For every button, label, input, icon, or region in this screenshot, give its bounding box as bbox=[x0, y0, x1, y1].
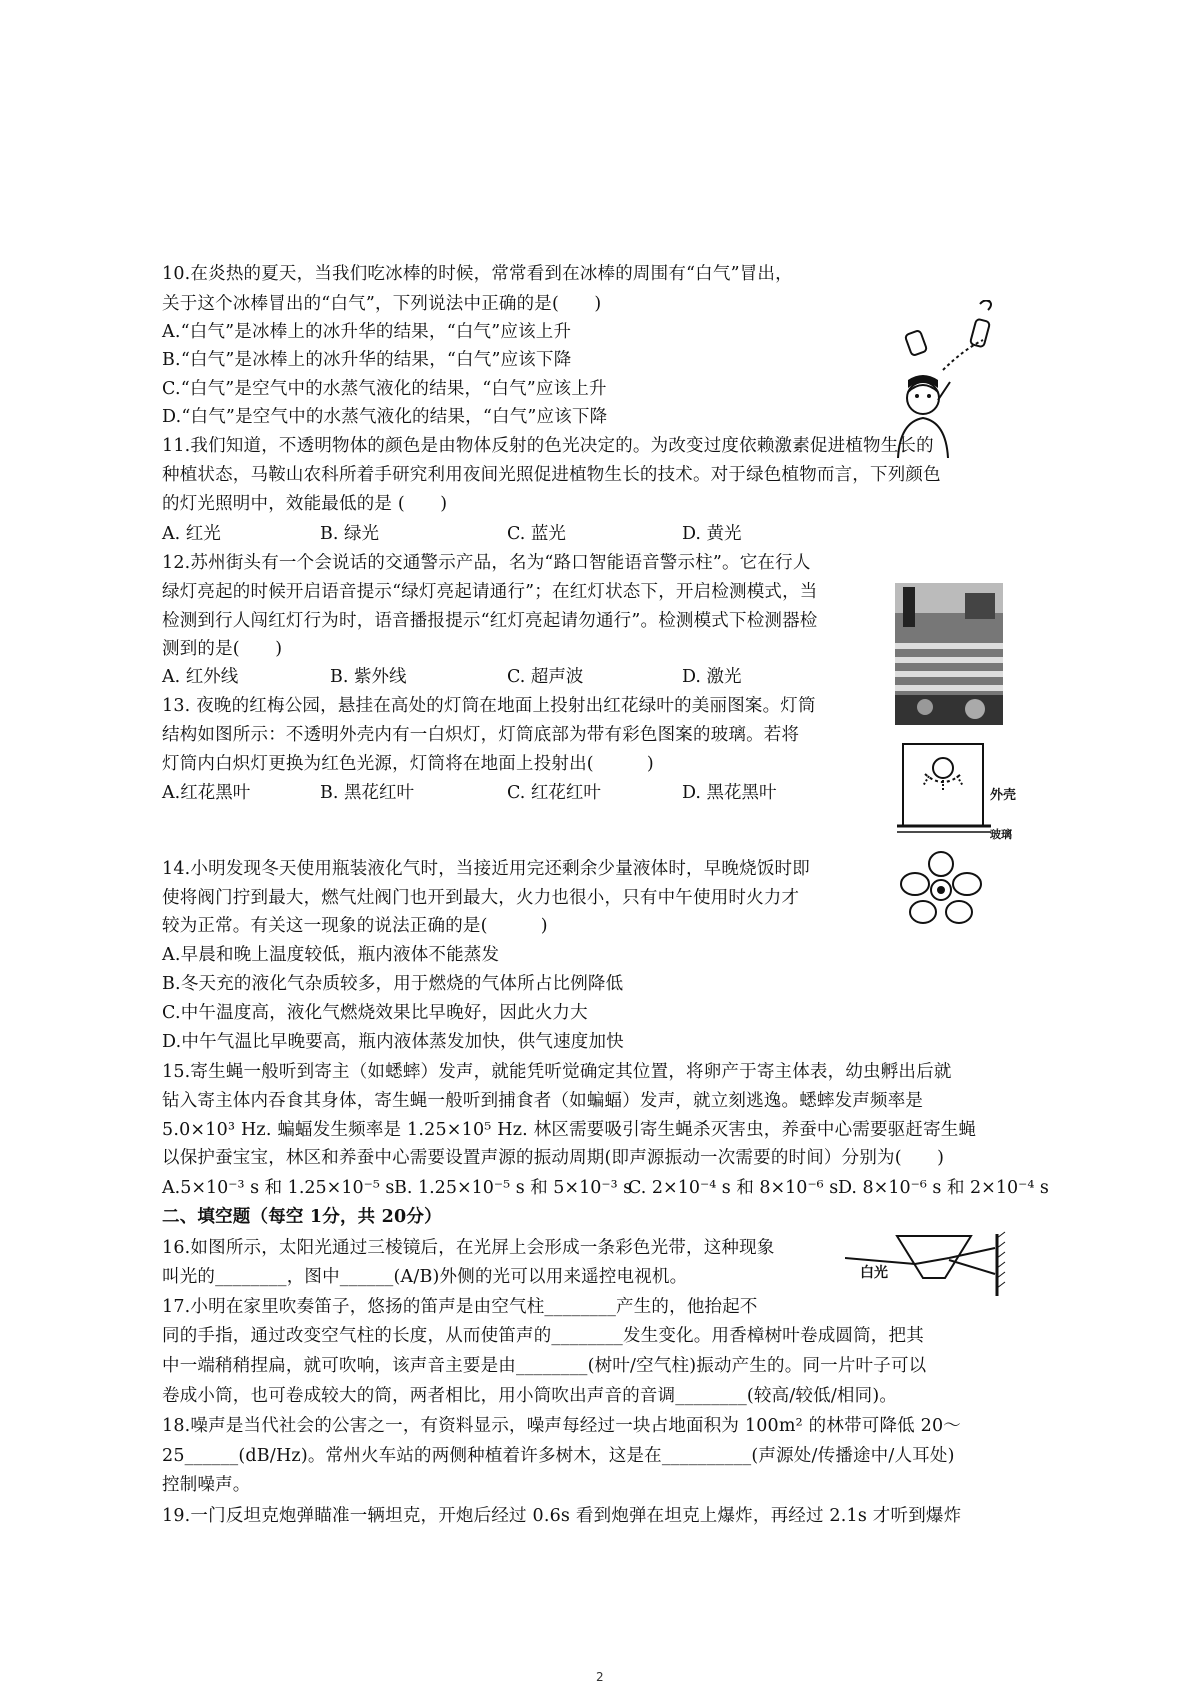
q12-option-d: D. 激光 bbox=[682, 667, 742, 687]
q11-line-3: 的灯光照明中，效能最低的是 ( ) bbox=[162, 494, 448, 514]
q14-option-b: B.冬天充的液化气杂质较多，用于燃烧的气体所占比例降低 bbox=[162, 974, 624, 994]
section-2-heading: 二、填空题（每空 1分，共 20分） bbox=[162, 1207, 442, 1227]
q17-line-3: 中一端稍稍捏扁，就可吹响，该声音主要是由________(树叶/空气柱)振动产生的。同一片叶子可以 bbox=[162, 1356, 927, 1376]
q12-line-4: 测到的是( ) bbox=[162, 639, 283, 659]
q14-line-2: 使将阀门拧到最大，燃气灶阀门也开到最大，火力也很小，只有中午使用时火力才 bbox=[162, 888, 800, 908]
q11-option-c: C. 蓝光 bbox=[507, 524, 566, 544]
q15-line-2: 钻入寄主体内吞食其身体，寄生蝇一般听到捕食者（如蝙蝠）发声，就立刻逃逸。蟋蟀发声频率是 bbox=[162, 1091, 924, 1111]
q13-line-1: 13. 夜晚的红梅公园，悬挂在高处的灯筒在地面上投射出红花绿叶的美丽图案。灯筒 bbox=[162, 696, 816, 716]
q12-option-c: C. 超声波 bbox=[507, 667, 584, 687]
q14-option-c: C.中午温度高，液化气燃烧效果比早晚好，因此火力大 bbox=[162, 1003, 588, 1023]
q13-line-2: 结构如图所示：不透明外壳内有一白炽灯，灯筒底部为带有彩色图案的玻璃。若将 bbox=[162, 725, 800, 745]
q17-line-2: 同的手指，通过改变空气柱的长度，从而使笛声的________发生变化。用香樟树叶卷成圆筒，把其 bbox=[162, 1326, 924, 1346]
q15-line-1: 15.寄生蝇一般听到寄主（如蟋蟀）发声，就能凭听觉确定其位置，将卵产于寄主体表，幼虫孵出后就 bbox=[162, 1062, 952, 1082]
q15-option-b: B. 1.25×10⁻⁵ s 和 5×10⁻³ s bbox=[394, 1178, 633, 1198]
q11-option-b: B. 绿光 bbox=[320, 524, 379, 544]
q15-option-a: A.5×10⁻³ s 和 1.25×10⁻⁵ s bbox=[162, 1178, 395, 1198]
q10-option-a: A.“白气”是冰棒上的冰升华的结果，“白气”应该上升 bbox=[162, 322, 572, 342]
q15-option-d: D. 8×10⁻⁶ s 和 2×10⁻⁴ s bbox=[838, 1178, 1049, 1198]
q19-line-1: 19.一门反坦克炮弹瞄准一辆坦克，开炮后经过 0.6s 看到炮弹在坦克上爆炸，再经过 2.1s 才听到爆炸 bbox=[162, 1506, 962, 1526]
q10-option-b: B.“白气”是冰棒上的冰升华的结果，“白气”应该下降 bbox=[162, 350, 572, 370]
q13-option-a: A.红花黑叶 bbox=[162, 783, 251, 803]
q13-line-3: 灯筒内白炽灯更换为红色光源，灯筒将在地面上投射出( ) bbox=[162, 754, 654, 774]
q17-line-4: 卷成小筒，也可卷成较大的筒，两者相比，用小筒吹出声音的音调________(较高/较低/相同)。 bbox=[162, 1386, 898, 1406]
q14-option-d: D.中午气温比早晚要高，瓶内液体蒸发加快，供气速度加快 bbox=[162, 1032, 624, 1052]
page-number: 2 bbox=[596, 1670, 604, 1684]
q11-option-d: D. 黄光 bbox=[682, 524, 742, 544]
q17-line-1: 17.小明在家里吹奏笛子，悠扬的笛声是由空气柱________产生的，他抬起不 bbox=[162, 1297, 758, 1317]
q11-line-1: 11.我们知道，不透明物体的颜色是由物体反射的色光决定的。为改变过度依赖激素促进植物生长的 bbox=[162, 436, 934, 456]
q10-option-c: C.“白气”是空气中的水蒸气液化的结果，“白气”应该上升 bbox=[162, 379, 607, 399]
q12-option-a: A. 红外线 bbox=[162, 667, 239, 687]
q14-option-a: A.早晨和晚上温度较低，瓶内液体不能蒸发 bbox=[162, 945, 500, 965]
q15-option-c: C. 2×10⁻⁴ s 和 8×10⁻⁶ s bbox=[628, 1178, 839, 1198]
q14-line-3: 较为正常。有关这一现象的说法正确的是( ) bbox=[162, 916, 548, 936]
q16-line-2: 叫光的________，图中______(A/B)外侧的光可以用来遥控电视机。 bbox=[162, 1267, 688, 1287]
q12-line-2: 绿灯亮起的时候开启语音提示“绿灯亮起请通行”；在红灯状态下，开启检测模式，当 bbox=[162, 582, 818, 602]
q15-line-4: 以保护蚕宝宝，林区和养蚕中心需要设置声源的振动周期(即声源振动一次需要的时间）分别为( ) bbox=[162, 1148, 945, 1168]
white-light-label: 白光 bbox=[860, 1265, 888, 1281]
q13-option-d: D. 黑花黑叶 bbox=[682, 783, 777, 803]
q12-option-b: B. 紫外线 bbox=[330, 667, 407, 687]
q10-line-1: 10.在炎热的夏天，当我们吃冰棒的时候，常常看到在冰棒的周围有“白气”冒出， bbox=[162, 264, 793, 284]
street-warning-pillar-photo bbox=[895, 583, 1003, 725]
q12-line-1: 12.苏州街头有一个会说话的交通警示产品，名为“路口智能语音警示柱”。它在行人 bbox=[162, 553, 811, 573]
lamp-tube-diagram bbox=[895, 740, 995, 840]
q13-option-c: C. 红花红叶 bbox=[507, 783, 601, 803]
q14-line-1: 14.小明发现冬天使用瓶装液化气时，当接近用完还剩余少量液体时，早晚烧饭时即 bbox=[162, 859, 810, 879]
q18-line-1: 18.噪声是当代社会的公害之一，有资料显示，噪声每经过一块占地面积为 100m² 的林带可降低 20～ bbox=[162, 1416, 961, 1436]
flower-pattern-figure bbox=[897, 850, 985, 932]
q15-line-3: 5.0×10³ Hz. 蝙蝠发生频率是 1.25×10⁵ Hz. 林区需要吸引寄生蝇杀灭害虫，养蚕中心需要驱赶寄生蝇 bbox=[162, 1120, 977, 1140]
q10-option-d: D.“白气”是空气中的水蒸气液化的结果，“白气”应该下降 bbox=[162, 407, 608, 427]
q11-option-a: A. 红光 bbox=[162, 524, 221, 544]
q16-line-1: 16.如图所示，太阳光通过三棱镜后，在光屏上会形成一条彩色光带，这种现象 bbox=[162, 1238, 775, 1258]
lamp-shell-label: 外壳 bbox=[990, 788, 1017, 803]
q11-line-2: 种植状态，马鞍山农科所着手研究利用夜间光照促进植物生长的技术。对于绿色植物而言，下列颜色 bbox=[162, 465, 941, 485]
lamp-glass-label: 玻璃 bbox=[990, 828, 1012, 841]
q10-line-2: 关于这个冰棒冒出的“白气”，下列说法中正确的是( ) bbox=[162, 294, 602, 314]
q12-line-3: 检测到行人闯红灯行为时，语音播报提示“红灯亮起请勿通行”。检测模式下检测器检 bbox=[162, 611, 818, 631]
q18-line-2: 25______(dB/Hz)。常州火车站的两侧种植着许多树木，这是在__________(声源处/传播途中/人耳处) bbox=[162, 1446, 955, 1466]
q13-option-b: B. 黑花红叶 bbox=[320, 783, 414, 803]
q18-line-3: 控制噪声。 bbox=[162, 1475, 251, 1495]
